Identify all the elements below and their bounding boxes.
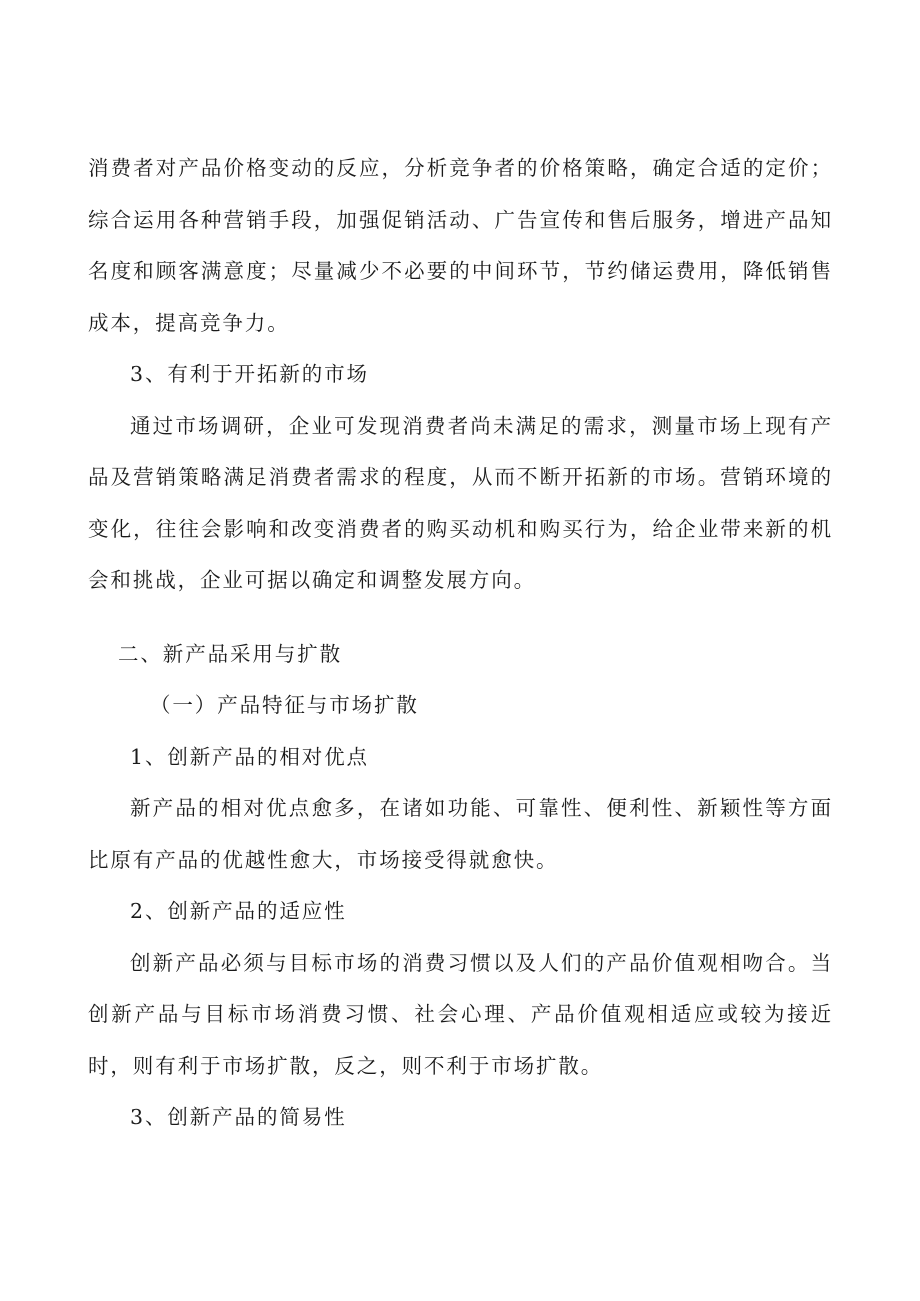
- item-heading-relative-advantage: 1、创新产品的相对优点: [130, 744, 369, 769]
- paragraph-relative-advantage: 新产品的相对优点愈多，在诸如功能、可靠性、便利性、新颖性等方面比原有产品的优越性愈大，市场接受得就愈快。: [88, 796, 833, 872]
- paragraph-market-research: 通过市场调研，企业可发现消费者尚未满足的需求，测量市场上现有产品及营销策略满足消费者需求的程度，从而不断开拓新的市场。营销环境的变化，往往会影响和改变消费者的购买动机和购买行为，给企业带来新的机会和挑战，企业可据以确定和调整发展方向。: [88, 413, 833, 592]
- section-heading-new-product-adoption: 二、新产品采用与扩散: [118, 641, 342, 666]
- subsection-heading-product-features: （一）产品特征与市场扩散: [150, 693, 419, 717]
- document-body: [88, 143, 833, 1144]
- heading-open-new-market: 3、有利于开拓新的市场: [130, 362, 369, 386]
- paragraph-intro: 消费者对产品价格变动的反应，分析竞争者的价格策略，确定合适的定价；综合运用各种营销手段，加强促销活动、广告宣传和售后服务，增进产品知名度和顾客满意度；尽量减少不必要的中间环节，节约储运费用，降低销售成本，提高竞争力。: [88, 156, 833, 335]
- paragraph-adaptability: 创新产品必须与目标市场的消费习惯以及人们的产品价值观相吻合。当创新产品与目标市场消费习惯、社会心理、产品价值观相适应或较为接近时，则有利于市场扩散，反之，则不利于市场扩散。: [88, 950, 833, 1078]
- item-heading-simplicity: 3、创新产品的简易性: [130, 1105, 347, 1129]
- item-heading-adaptability: 2、创新产品的适应性: [130, 899, 347, 923]
